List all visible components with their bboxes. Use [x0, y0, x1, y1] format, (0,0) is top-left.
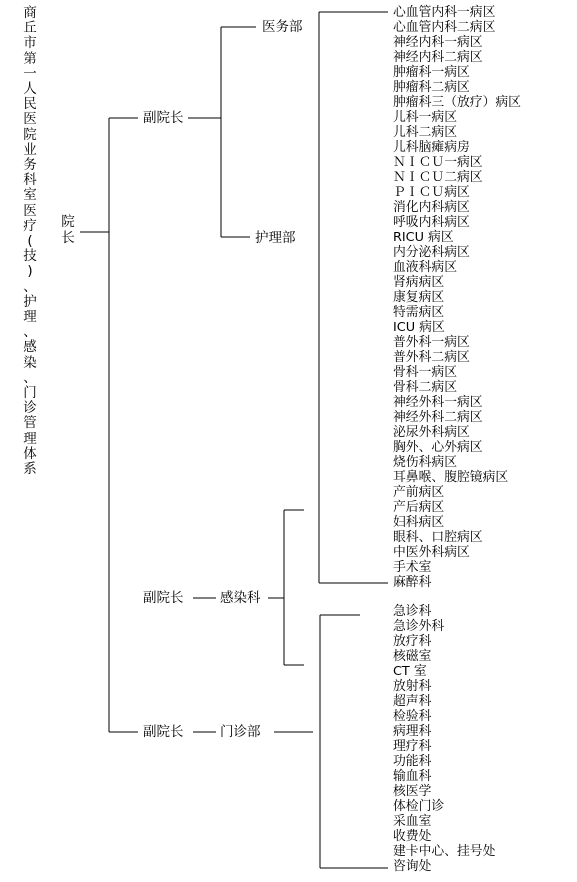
dept-item: 妇科病区 [393, 515, 445, 530]
dept-item: 咨询处 [393, 859, 432, 874]
root-char: 院 [61, 214, 75, 230]
dept-item: 急诊外科 [393, 619, 445, 634]
dept-item: 收费处 [393, 829, 432, 844]
title-char: 染 [23, 354, 37, 371]
node-vice-president-3: 副院长 [143, 724, 184, 740]
title-char: 护 [23, 293, 37, 310]
dept-item: 康复病区 [393, 290, 445, 305]
dept-item: 检验科 [393, 709, 432, 724]
dept-item: 神经外科二病区 [393, 410, 483, 425]
title-char: 第 [23, 50, 37, 67]
dept-item: 泌尿外科病区 [393, 425, 470, 440]
dept-item: 普外科二病区 [393, 350, 470, 365]
node-vice-president-1: 副院长 [143, 110, 184, 126]
title-char: 理 [23, 309, 37, 326]
dept-item: RICU 病区 [393, 230, 454, 245]
title-char: 民 [23, 96, 37, 113]
dept-item: 建卡中心、挂号处 [393, 844, 496, 859]
dept-item: 普外科一病区 [393, 335, 470, 350]
dept-item: 体检门诊 [393, 799, 445, 814]
node-nursing-dept: 护理部 [255, 230, 296, 246]
node-infection-dept: 感染科 [220, 590, 261, 606]
title-char: 医 [23, 111, 37, 128]
dept-item: 心血管内科一病区 [393, 5, 496, 20]
dept-item: 产前病区 [393, 485, 445, 500]
title-char: 人 [23, 81, 37, 98]
dept-item: 胸外、心外病区 [393, 440, 483, 455]
dept-item: 肿瘤科二病区 [393, 80, 470, 95]
dept-item: 骨科一病区 [393, 365, 457, 380]
dept-item: 输血科 [393, 769, 432, 784]
title-char: 门 [23, 385, 37, 402]
dept-item: 骨科二病区 [393, 380, 457, 395]
title-char: 管 [23, 415, 37, 432]
dept-item: ＰＩＣＵ病区 [393, 185, 470, 200]
dept-item: 功能科 [393, 754, 432, 769]
title-char: ) [27, 263, 33, 280]
title-char: 业 [23, 141, 37, 158]
title-char: 室 [23, 187, 37, 204]
dept-item: 儿科二病区 [393, 125, 457, 140]
dept-item: 放射科 [393, 679, 432, 694]
title-char: 感 [23, 339, 37, 356]
title-char: 、 [23, 278, 37, 295]
dept-item: 内分泌科病区 [393, 245, 470, 260]
dept-item: 烧伤科病区 [393, 455, 457, 470]
node-medical-dept: 医务部 [262, 19, 303, 35]
title-char: 市 [23, 35, 37, 52]
dept-item: 中医外科病区 [393, 545, 470, 560]
dept-item: 核医学 [393, 784, 432, 799]
dept-item: 放疗科 [393, 634, 432, 649]
dept-item: 神经外科一病区 [393, 395, 483, 410]
dept-item: CT 室 [393, 664, 427, 679]
dept-item: 理疗科 [393, 739, 432, 754]
node-vice-president-2: 副院长 [143, 590, 184, 606]
dept-item: 肾病病区 [393, 275, 445, 290]
dept-item: 采血室 [393, 814, 432, 829]
root-char: 长 [61, 230, 75, 246]
dept-item: 神经内科二病区 [393, 50, 483, 65]
dept-item: 神经内科一病区 [393, 35, 483, 50]
dept-item: 核磁室 [393, 649, 432, 664]
title-char: ( [27, 233, 33, 250]
dept-item: 儿科脑瘫病房 [393, 140, 470, 155]
title-char: 院 [23, 126, 37, 143]
dept-item: 特需病区 [393, 305, 445, 320]
dept-item: 病理科 [393, 724, 432, 739]
dept-item: 眼科、口腔病区 [393, 530, 483, 545]
dept-item: ICU 病区 [393, 320, 445, 335]
dept-item: 心血管内科二病区 [393, 20, 496, 35]
dept-item: 消化内科病区 [393, 200, 470, 215]
title-char: 、 [23, 324, 37, 341]
title-char: 体 [23, 445, 37, 462]
title-char: 、 [23, 369, 37, 386]
dept-item: ＮＩＣＵ二病区 [393, 170, 483, 185]
title-char: 商 [23, 5, 37, 21]
node-outpatient-dept: 门诊部 [220, 724, 261, 740]
dept-item: 肿瘤科一病区 [393, 65, 470, 80]
dept-item: 急诊科 [393, 604, 432, 619]
title-char: 系 [23, 461, 37, 478]
title-char: 技 [23, 248, 37, 265]
dept-item: 肿瘤科三（放疗）病区 [393, 95, 521, 110]
dept-item: 手术室 [393, 560, 432, 575]
dept-item: 超声科 [393, 694, 432, 709]
dept-item: 儿科一病区 [393, 110, 457, 125]
title-char: 诊 [23, 400, 37, 417]
title-char: 医 [23, 202, 37, 219]
title-char: 疗 [23, 217, 37, 234]
dept-item: 血液科病区 [393, 260, 457, 275]
dept-item: 耳鼻喉、腹腔镜病区 [393, 470, 509, 485]
dept-item: 麻醉科 [393, 575, 432, 590]
dept-item: ＮＩＣＵ一病区 [393, 155, 483, 170]
dept-item: 产后病区 [393, 500, 445, 515]
title-char: 理 [23, 430, 37, 447]
title-char: 务 [23, 157, 37, 174]
title-char: 一 [23, 65, 37, 82]
dept-item: 呼吸内科病区 [393, 215, 470, 230]
title-char: 科 [23, 172, 37, 189]
title-char: 丘 [23, 20, 37, 37]
